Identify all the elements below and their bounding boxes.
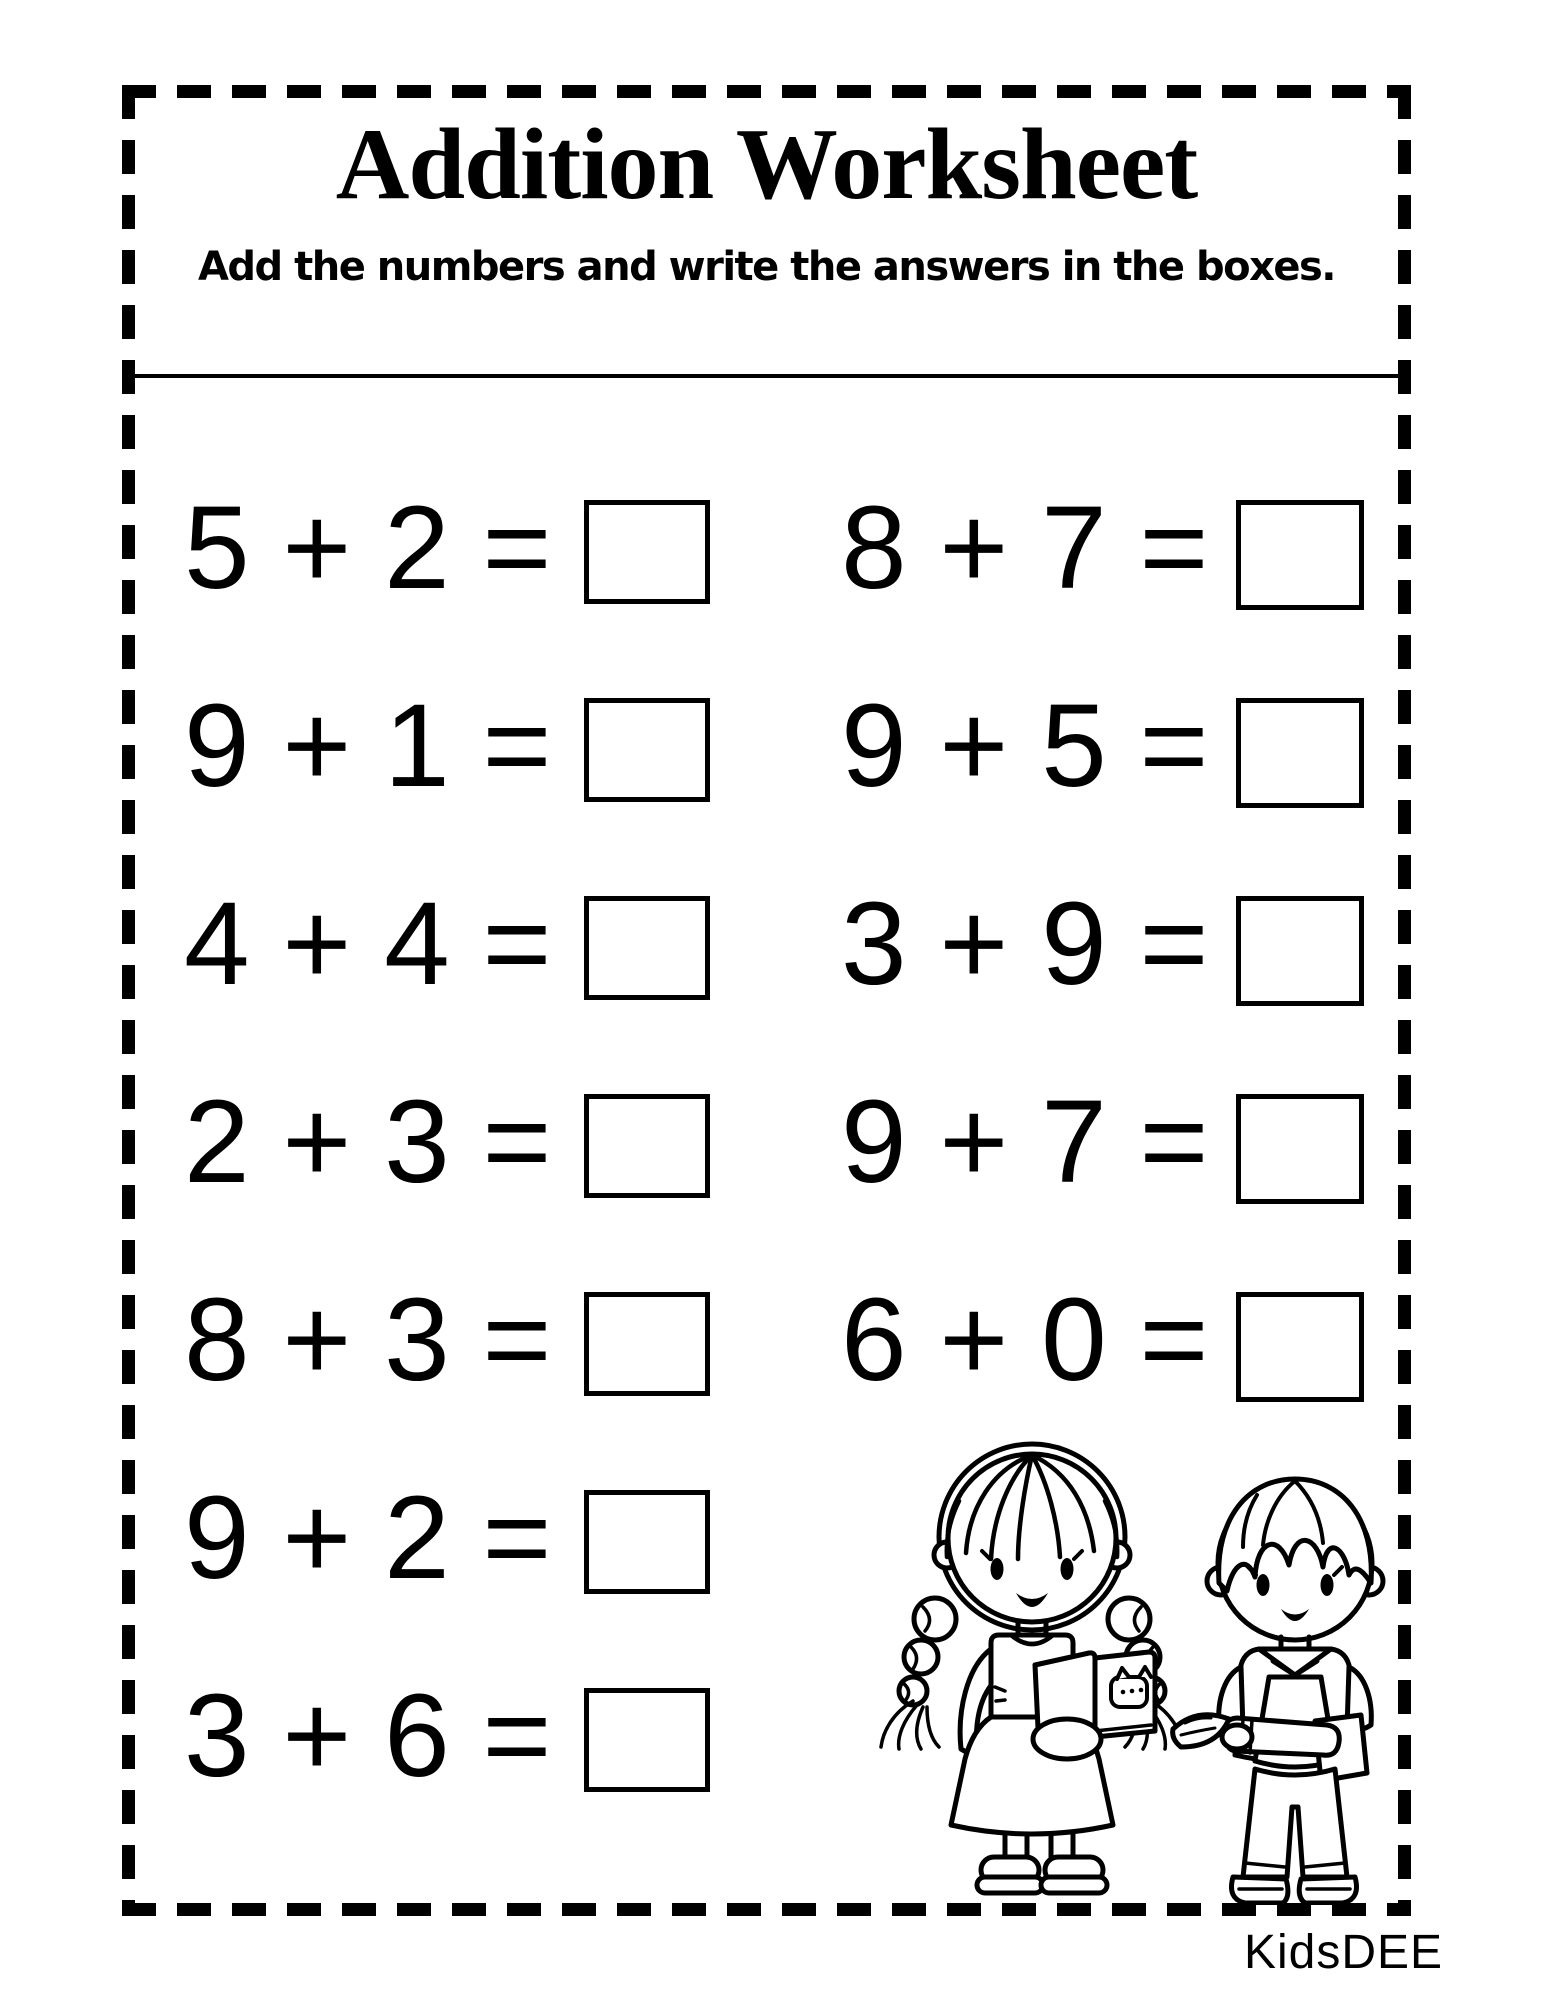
dashed-border-left [122,85,135,1916]
answer-box[interactable] [1236,500,1364,610]
girl-eye-right [1061,1558,1074,1580]
girl-eye-left [991,1558,1004,1580]
problem-text: 8 + 7 = [841,482,1209,614]
answer-box[interactable] [584,896,710,1000]
answer-box[interactable] [584,500,710,604]
problem-text: 2 + 3 = [184,1076,552,1208]
girl-with-book [881,1444,1183,1893]
problem-text: 9 + 7 = [841,1076,1209,1208]
problem-text: 3 + 9 = [841,878,1209,1010]
problem-text: 6 + 0 = [841,1274,1209,1406]
boy-with-paintbrush [1173,1479,1383,1903]
dashed-border-top [122,85,1411,98]
problem-text: 9 + 5 = [841,680,1209,812]
problem-text: 5 + 2 = [184,482,552,614]
boy-pants [1243,1769,1347,1877]
boy-eye-right [1321,1574,1334,1596]
answer-box[interactable] [584,1490,710,1594]
problem-text: 9 + 1 = [184,680,552,812]
kids-illustration [875,1425,1410,1905]
page-subtitle: Add the numbers and write the answers in the boxes. [197,244,1336,290]
answer-box[interactable] [1236,698,1364,808]
boy-hand [1222,1725,1252,1749]
answer-box[interactable] [584,698,710,802]
header-divider [122,374,1411,378]
answer-box[interactable] [1236,896,1364,1006]
brand-logo-text: KidsDEE [1244,1926,1444,1979]
problem-text: 3 + 6 = [184,1670,552,1802]
boy-eye-left [1257,1574,1270,1596]
answer-box[interactable] [584,1094,710,1198]
answer-box[interactable] [1236,1292,1364,1402]
problem-text: 4 + 4 = [184,878,552,1010]
page-title: Addition Worksheet [335,108,1198,221]
girl-braid-left [881,1598,956,1749]
dashed-border-bottom [122,1903,1411,1916]
problem-text: 8 + 3 = [184,1274,552,1406]
problem-text: 9 + 2 = [184,1472,552,1604]
answer-box[interactable] [584,1292,710,1396]
answer-box[interactable] [584,1688,710,1792]
answer-box[interactable] [1236,1094,1364,1204]
girl-hand [1033,1719,1101,1759]
dashed-border-right [1398,85,1411,1916]
